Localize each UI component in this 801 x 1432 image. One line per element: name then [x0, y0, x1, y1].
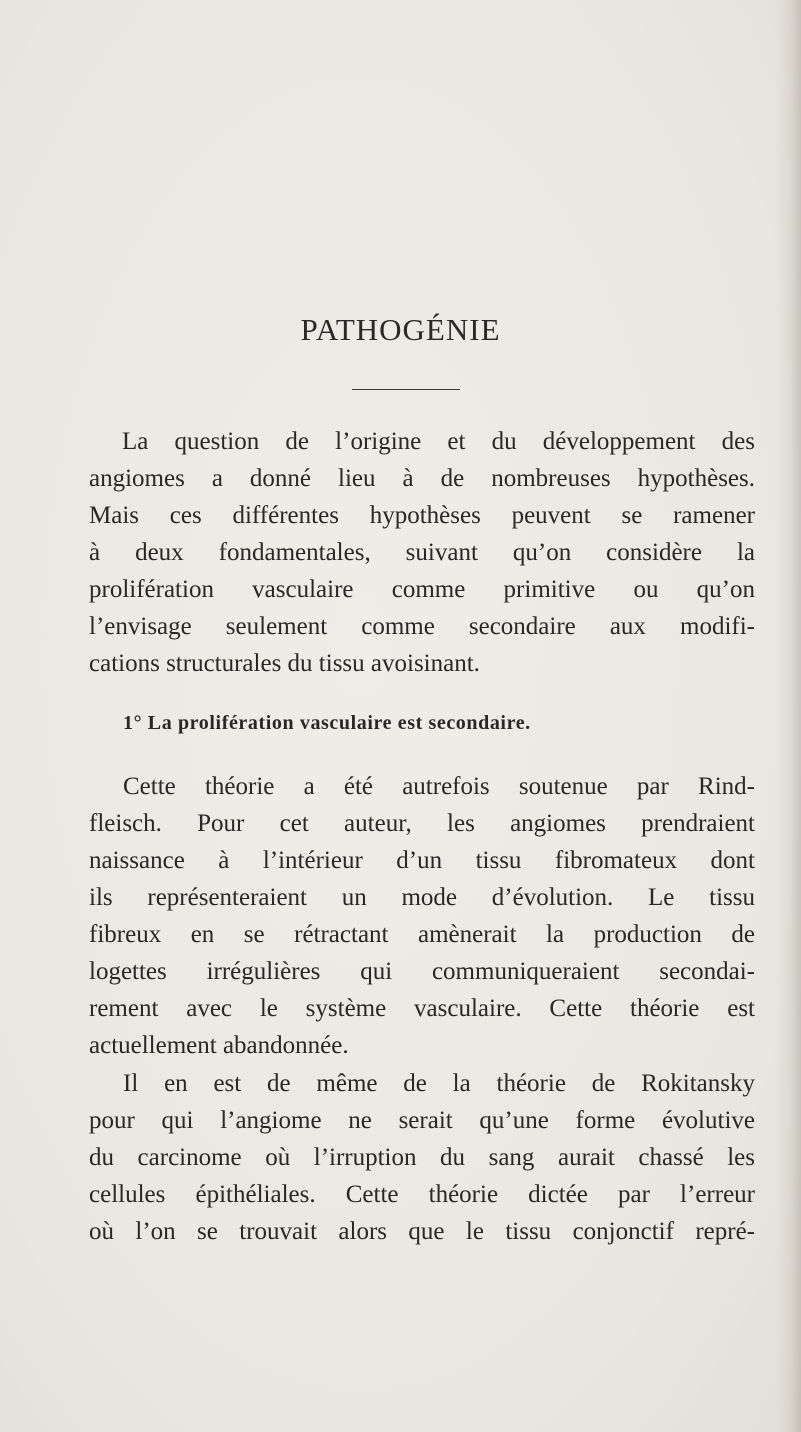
- text-line: à deux fondamentales, suivant qu’on considère la: [89, 539, 755, 566]
- text-line: pour qui l’angiome ne serait qu’une forme évolutive: [89, 1107, 755, 1134]
- text-line: Mais ces différentes hypothèses peuvent se ramener: [89, 502, 755, 529]
- text-line: La question de l’origine et du développement des: [122, 428, 755, 455]
- text-line: naissance à l’intérieur d’un tissu fibromateux dont: [89, 847, 755, 874]
- text-line: logettes irrégulières qui communiqueraient secondai-: [89, 958, 755, 985]
- chapter-title: PATHOGÉNIE: [300, 312, 501, 347]
- text-line: l’envisage seulement comme secondaire aux modifi-: [89, 613, 755, 640]
- text-line: cations structurales du tissu avoisinant.: [89, 650, 480, 677]
- paragraph-rokitansky: [89, 1065, 755, 1250]
- text-line: angiomes a donné lieu à de nombreuses hypothèses.: [89, 465, 755, 492]
- text-line: fibreux en se rétractant amènerait la production de: [89, 921, 755, 948]
- text-line: rement avec le système vasculaire. Cette théorie est: [89, 995, 755, 1022]
- title-rule: [352, 389, 460, 390]
- page-edge-shadow: [775, 0, 801, 1432]
- text-line: prolifération vasculaire comme primitive ou qu’on: [89, 576, 755, 603]
- text-line: actuellement abandonnée.: [89, 1032, 349, 1059]
- paragraph-intro: [89, 423, 755, 682]
- text-line: ils représenteraient un mode d’évolution. Le tissu: [89, 884, 755, 911]
- paragraph-rindfleisch: [89, 768, 755, 1064]
- text-line: fleisch. Pour cet auteur, les angiomes prendraient: [89, 810, 755, 837]
- text-line: Il en est de même de la théorie de Rokitansky: [123, 1070, 755, 1097]
- text-line: du carcinome où l’irruption du sang aurait chassé les: [89, 1144, 755, 1171]
- text-line: cellules épithéliales. Cette théorie dictée par l’erreur: [89, 1181, 755, 1208]
- section-heading: 1° La prolifération vasculaire est secondaire.: [123, 712, 531, 734]
- text-line: où l’on se trouvait alors que le tissu conjonctif repré-: [89, 1218, 755, 1245]
- text-line: Cette théorie a été autrefois soutenue par Rind-: [123, 773, 755, 800]
